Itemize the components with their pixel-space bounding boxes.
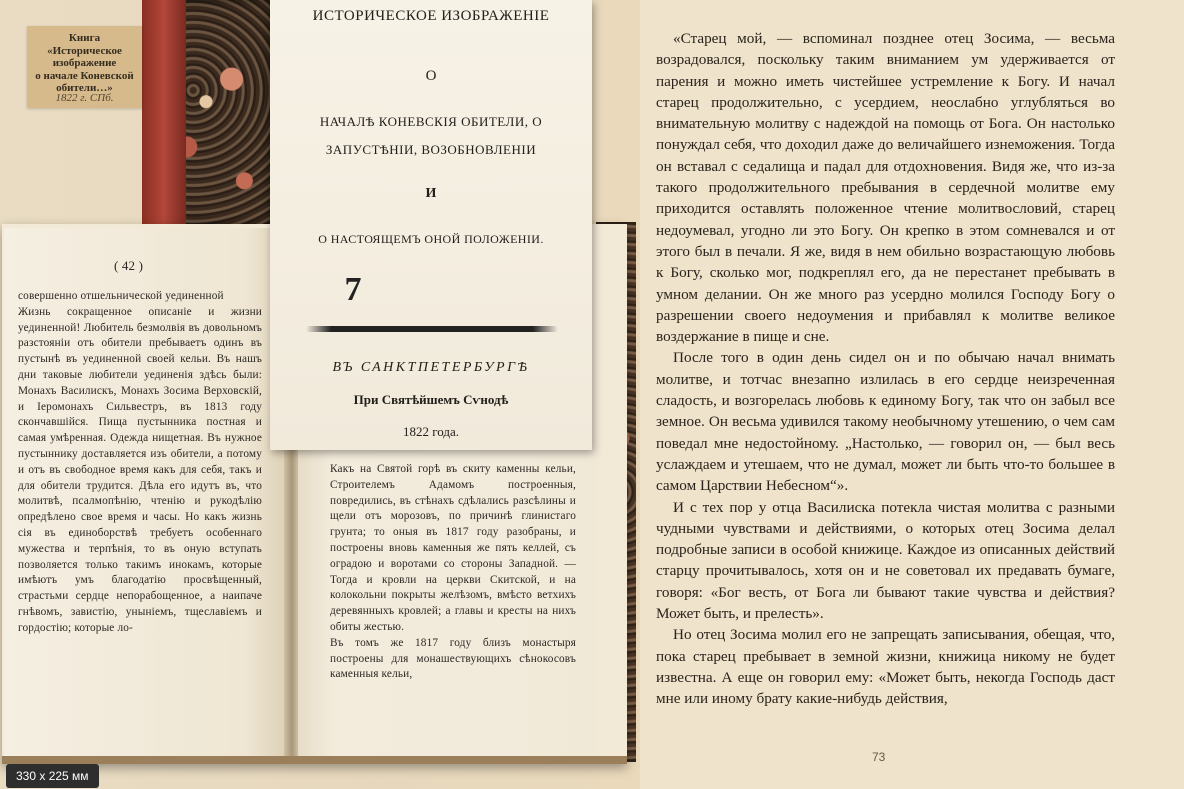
- old-page-left-text: совершенно отшельнической уединенной Жизнь сокращенное описанiе и жизни уединенной! Любитель безмолвiя въ довольномъ разстоянiи отъ обители пребываетъ одинъ въ пустынѣ въ уединенной своей кельи. Въ нашъ дни таковые любители уединенiя здѣсь были: Монахъ Василискъ, Монахъ Зосима Верховскiй, и Iеромонахъ Сильвестръ, въ 1813 году скончавшiйся. Пища пустынника постная и самая умѣренная. Одежда нищетная. Въ нужное пустыннику доставляется изъ обители, а потому и отъ въ свободное время какъ для себя, такъ и для обители трудится. Дѣла его идутъ въ, что молитвѣ, псалмопѣнiю, чтенiю и рукодѣлiю опредѣлено свое время и часы. Но какъ жизнь сiя въ единоборствѣ требуетъ особеннаго мужества и терпѣнiя, то въ оную вступать позволяется только такимъ инокамъ, которые имѣютъ умъ благодатiю просвѣщенный, страстьми сердце непорабощенное, а наипаче гнѣвомъ, завистiю, унынiемъ, тщеславiемъ и гордостiю; которые ло-: [18, 290, 262, 634]
- title-page: [270, 0, 592, 450]
- photo-caption: [27, 26, 142, 108]
- title-line: О: [425, 68, 437, 84]
- imprint-publisher: При Святѣйшемъ Сѵнодѣ: [353, 392, 509, 407]
- book-spine: [142, 0, 186, 226]
- paragraph: И с тех пор у отца Василиска потекла чистая молитва с разными чудными чувствами и действиями, о которых отец Зосима делал подробные записи в особой книжице. Каждое из описанных действий старцу прочитывалось, хотя он и не советовал их предавать бумаге, говоря: «Бог весть, от Бога ли бывают такие чувства и действия? Может быть, и прелесть».: [656, 498, 1115, 623]
- caption-subtitle: 1822 г. СПб.: [55, 92, 114, 104]
- caption-title: Книга «Историческое изображение о начале Коневской обители…»: [35, 32, 134, 94]
- article-body: [656, 28, 1115, 710]
- title-line: И: [425, 186, 437, 201]
- page-number: 73: [872, 750, 886, 764]
- imprint-city: ВЪ САНКТПЕТЕРБУРГѢ: [332, 360, 530, 375]
- paragraph: Но отец Зосима молил его не запрещать записывания, обещая, что, пока старец пребывает в земной жизни, книжица никому не будет известна. А еще он говорил ему: «Может быть, некогда Господь даст мне или иному брату какие-нибудь действия,: [656, 626, 1115, 708]
- title-line: О НАСТОЯЩЕМЪ ОНОЙ ПОЛОЖЕНIИ.: [318, 232, 544, 246]
- imprint-year: 1822 года.: [402, 424, 460, 439]
- old-page-number: ( 42 ): [114, 258, 144, 273]
- title-line: ИСТОРИЧЕСКОЕ ИЗОБРАЖЕНIЕ: [312, 8, 550, 24]
- title-line: ЗАПУСТѢНIИ, ВОЗОБНОВЛЕНIИ: [325, 142, 537, 157]
- title-line: НАЧАЛѢ КОНЕВСКIЯ ОБИТЕЛИ, О: [319, 114, 543, 129]
- library-stamp: 7: [344, 271, 362, 308]
- ornamental-rule: [306, 326, 558, 332]
- paragraph: «Старец мой, — вспоминал позднее отец Зосима, — весьма возрадовался, поскольку таким вниманием ум удерживается от парения и можно иметь чистейшее устремление к Богу. И начал старец продолжительно, с усердием, неослабно углубляться во внимательную молитву с надеждой на помощь от Бога. Он настолько понуждал себя, что доходил даже до величайшего изнеможения. Тогда он вставал с седалища и падал для отдохновения. Видя же, что из-за такого продолжительного пребывания в сердечной молитве ему приходится оставлять положенное чтение молитвословий, старец недоумевал, угодно ли это Богу. Он крепко в этом сомневался и от этого был в печали. Я же, видя в нем обильно возрастающую любовь к Богу, сколько мог, подкреплял его, да не перестанет пребывать в умном делании. Он же много раз усердно молился Господу Богу о разрешении своего недоумения и прибавлял к молитве великое воздержание в пище и сне.: [656, 30, 1115, 346]
- paragraph: После того в один день сидел он и по обычаю начал внимать молитве, и тотчас внезапно излилась в его сердце неизреченная сладость, и возгорелась любовь к единому Богу, так что он забыл все земное. Он весьма удивился такому необычному утешению, о чем сам поведал мне недостойному. „Настолько, — говорил он, — был весь услаждаем и утешаем, что не думал, может ли быть что-то большее в самом Царствии Небесном“».: [656, 349, 1115, 495]
- old-page-right-text: Какъ на Святой горѣ въ скиту каменны кельи, Строителемъ Адамомъ построенныя, повредились, въ стѣнахъ сдѣлались разсѣлины и щели отъ морозовъ, по причинѣ глинистаго грунта; то оныя въ 1817 году разобраны, и построены вновь каменныя же пять келлей, съ оградою и воротами со стороны Западной. — Тогда и кровли на церкви Скитской, и на колокольни покрыты желѣзомъ, вмѣсто ветхихъ деревянныхъ кровлей; а главы и кресты на нихъ обиты жестью. Въ томъ же 1817 году близъ монастыря построены для монашествующихъ сѣнокосовъ каменныя кельи,: [330, 463, 576, 681]
- size-badge: 330 x 225 мм: [6, 764, 99, 788]
